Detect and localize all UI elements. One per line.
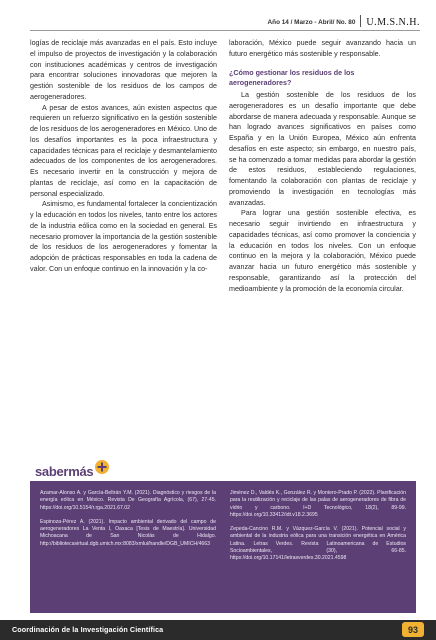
page-footer [0, 620, 436, 640]
article-body [30, 38, 416, 450]
paragraph: laboración, México puede seguir avanzando hacia un futuro energético más sostenible y responsable. [229, 39, 416, 58]
left-column [30, 38, 217, 450]
references-right [230, 490, 406, 605]
references-left [40, 490, 216, 605]
paragraph: logías de reciclaje más avanzadas en el país. Esto incluye el impulso de proyectos de investigación y la colaboración con instituciones académicas y centros de investigación para encontrar soluciones innovadoras que mejoren la gestión sostenible de los residuos de los campos de aerogeneradores. [30, 39, 217, 101]
right-column [229, 38, 416, 450]
page-header [268, 10, 420, 28]
reference-item: Azamar-Alonso A. y García-Beltrán Y.M. (2021). Diagnóstico y riesgos de la energía eólica en México. Revista De Geografía Agrícola, (67), 27-45. https://doi.org/10.5154/r.rga.2021.67.02 [40, 490, 216, 511]
issue-info: Año 14 / Marzo - Abril/ No. 80 [267, 19, 356, 26]
plus-badge-icon [94, 459, 110, 475]
footer-section: Coordinación de la Investigación Científica [12, 625, 164, 634]
institution-name: U.M.S.N.H. [366, 17, 420, 28]
paragraph: Para lograr una gestión sostenible efectiva, es necesario seguir invirtiendo en infraestructura y capacidades técnicas, así como promover la conciencia y la educación en todos los niveles. Con un enfoque continuo en la mejora y la colaboración, México puede avanzar hacia un futuro energético más sostenible y responsable, garantizando así la protección del medioambiente y la promoción de la economía circular. [229, 209, 416, 293]
logo-text: sabermás [35, 464, 94, 479]
paragraph: La gestión sostenible de los residuos de los aerogeneradores es un desafío importante que debe abordarse de manera adecuada y responsable. Aunque se han logrado avances significativos en países como España y en la Unión Europea, México aún enfrenta desafíos en este aspecto; sin embargo, en nuestro país, se ha comenzado a tomar medidas para abordar la gestión de estos residuos, estableciendo regulaciones, fomentando la colaboración con plantas de reciclaje y promoviendo la investigación en tecnologías más avanzadas. [229, 91, 416, 207]
saber-mas-logo [35, 459, 110, 478]
reference-item: Espinoza-Pérez A. (2021). Impacto ambiental derivado del campo de aerogeneradores La Venta I, Oaxaca [Tesis de Maestría]. Universidad Michoacana de San Nicolás de Hidalgo. http://bibliotecavirtual.dgb.umich.mx:8083/xmlui/handle/DGB_UMICH/4663 [40, 518, 216, 547]
header-rule [30, 30, 420, 31]
header-separator [360, 15, 361, 27]
page-number: 93 [402, 622, 424, 637]
references-box [30, 481, 416, 613]
paragraph: A pesar de estos avances, aún existen aspectos que requieren un refuerzo significativo en la gestión sostenible de los residuos de los aerogeneradores en México. Uno de los desafíos importantes es la poca infraestructura y capacidades técnicas para el reciclaje y desmantelamiento adecuados de los componentes de los aerogeneradores. Es necesario invertir en la construcción y mejora de plantas de reciclaje, así como en la capacitación de personal especializado. [30, 103, 217, 198]
paragraph: Asimismo, es fundamental fortalecer la concientización y la educación en todos los niveles, tanto entre los actores de la industria eólica como en la sociedad en general. Es necesario promover la importancia de la gestión sostenible de los residuos de los aerogeneradores y fomentar la adopción de prácticas responsables en toda la cadena de valor. Con un enfoque continuo en la innovación y la co- [30, 200, 217, 273]
section-heading: ¿Cómo gestionar los residuos de los aerogeneradores? [229, 68, 355, 88]
reference-item: Jiménez D., Valdés K., González R. y Montero-Prado P. (2022). Planificación para la reutilización y reciclaje de las palas de aerogeneradores de fibra de vidrio y carbono. I+D Tecnológico, 18(2), 89-99. https://doi.org/10.33412/idt.v18.2.3695 [230, 490, 406, 518]
reference-item: Zepeda-Cancino R.M. y Vázquez-García V. (2021). Potencial social y ambiental de la industria eólica para una transición energética en América Latina. Letras Verdes. Revista Latinoamericana de Estudios Socioambientales, (30), 66-85. https://doi.org/10.17141/letrasverdes.30.2021.4598 [230, 526, 406, 562]
